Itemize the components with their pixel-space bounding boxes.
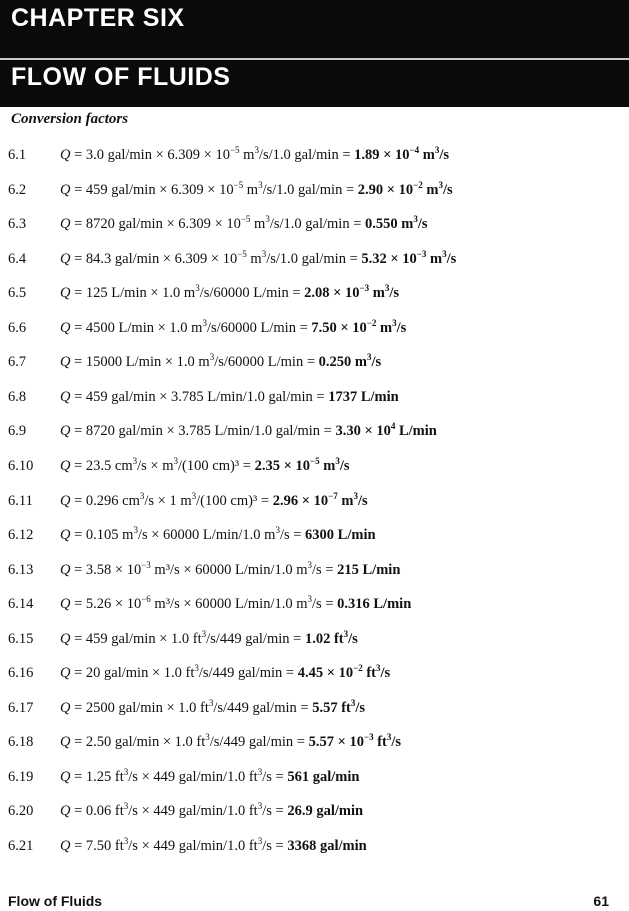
exponent: 3 bbox=[307, 559, 313, 570]
exponent: 3 bbox=[335, 456, 340, 467]
exponent: −5 bbox=[237, 248, 247, 259]
variable-q: Q bbox=[60, 561, 71, 578]
result-value: 1.89 × 10 bbox=[354, 147, 410, 163]
exponent: 3 bbox=[123, 767, 129, 778]
result-unit: ft bbox=[373, 734, 387, 751]
exponent: 3 bbox=[307, 594, 313, 605]
variable-q: Q bbox=[60, 596, 71, 613]
problem-row bbox=[0, 147, 629, 169]
problem-row bbox=[0, 389, 629, 411]
equation-text: = 3.0 gal/min × 6.309 × 10 bbox=[74, 147, 230, 163]
result bbox=[311, 317, 407, 336]
result bbox=[319, 354, 382, 370]
equation-text: /s/1.0 gal/min = bbox=[262, 181, 358, 198]
equation-text: /s × 449 gal/min/1.0 ft bbox=[128, 768, 258, 785]
equation bbox=[60, 389, 399, 406]
result bbox=[337, 562, 400, 578]
variable-q: Q bbox=[60, 665, 71, 682]
equation-text: m³/s × 60000 L/min/1.0 m bbox=[150, 596, 308, 613]
equation bbox=[60, 458, 350, 475]
variable-q: Q bbox=[60, 838, 71, 854]
result-unit: /s bbox=[439, 147, 450, 163]
exponent: 3 bbox=[442, 248, 447, 259]
exponent: −6 bbox=[141, 594, 151, 605]
problem-row bbox=[0, 596, 629, 618]
equation-text: /s = bbox=[312, 596, 338, 613]
exponent: −2 bbox=[353, 663, 363, 674]
result bbox=[365, 216, 428, 232]
result-unit: m bbox=[426, 250, 443, 267]
result-value: 2.90 × 10 bbox=[357, 181, 414, 198]
variable-q: Q bbox=[60, 492, 71, 509]
result-unit: /s bbox=[357, 492, 368, 509]
exponent: 3 bbox=[195, 283, 200, 294]
result-unit: m bbox=[369, 285, 385, 302]
result-unit: /s bbox=[396, 319, 407, 336]
exponent: 3 bbox=[208, 697, 214, 708]
equation-text: /s × m bbox=[137, 457, 174, 474]
problem-number: 6.14 bbox=[8, 596, 34, 613]
equation-text: /s = bbox=[279, 527, 306, 544]
exponent: −5 bbox=[233, 179, 244, 190]
equation-text: /s/449 gal/min = bbox=[206, 630, 305, 647]
equation bbox=[60, 285, 399, 302]
result-value: 2.96 × 10 bbox=[272, 492, 329, 509]
problem-number: 6.4 bbox=[8, 250, 27, 267]
exponent: −5 bbox=[309, 456, 320, 467]
exponent: 3 bbox=[261, 248, 267, 259]
exponent: 3 bbox=[133, 525, 138, 536]
equation-text: /s/449 gal/min = bbox=[209, 734, 309, 751]
result-value: 2.08 × 10 bbox=[304, 285, 360, 302]
problem-row bbox=[0, 490, 629, 515]
problem-row bbox=[0, 734, 629, 756]
equation-text: = 0.105 m bbox=[74, 527, 134, 544]
equation-text: = 1.25 ft bbox=[74, 768, 124, 785]
exponent: −2 bbox=[413, 179, 423, 190]
problem-row bbox=[0, 803, 629, 825]
variable-q: Q bbox=[60, 388, 71, 405]
problem-row bbox=[0, 216, 629, 238]
result-value: 7.50 × 10 bbox=[311, 319, 367, 336]
exponent: 3 bbox=[209, 352, 215, 363]
result bbox=[337, 596, 411, 612]
equation bbox=[60, 697, 366, 717]
equation bbox=[60, 838, 367, 855]
exponent: 3 bbox=[258, 179, 263, 190]
exponent: 3 bbox=[343, 628, 349, 639]
result bbox=[287, 803, 363, 819]
exponent: −3 bbox=[416, 248, 427, 259]
problem-row bbox=[0, 838, 629, 860]
chapter-label: CHAPTER SIX bbox=[11, 4, 185, 32]
result bbox=[312, 697, 366, 716]
variable-q: Q bbox=[60, 147, 71, 163]
exponent: −5 bbox=[240, 214, 251, 225]
variable-q: Q bbox=[60, 319, 71, 336]
problem-row bbox=[0, 628, 629, 653]
problem-row bbox=[0, 423, 629, 445]
result bbox=[305, 527, 376, 543]
result-unit: /s bbox=[391, 734, 402, 751]
problem-number: 6.19 bbox=[8, 768, 34, 785]
result-value: 3.30 × 10 bbox=[335, 423, 391, 440]
equation bbox=[60, 423, 437, 440]
exponent: 3 bbox=[438, 179, 443, 190]
equation-text: m bbox=[246, 250, 262, 267]
equation-text: = 0.06 ft bbox=[74, 803, 124, 820]
result bbox=[287, 769, 359, 785]
exponent: 3 bbox=[123, 836, 129, 847]
result-unit: /s bbox=[389, 285, 400, 302]
result-unit: /s bbox=[417, 216, 428, 233]
result-value: 26.9 gal/min bbox=[287, 803, 364, 820]
result bbox=[361, 248, 457, 267]
exponent: 3 bbox=[123, 801, 129, 812]
equation bbox=[60, 147, 449, 164]
equation bbox=[60, 527, 376, 544]
chapter-banner bbox=[0, 0, 629, 107]
equation-text: m³/s × 60000 L/min/1.0 m bbox=[150, 561, 308, 578]
equation bbox=[60, 596, 411, 613]
equation bbox=[60, 628, 358, 648]
variable-q: Q bbox=[60, 423, 71, 440]
exponent: 4 bbox=[390, 421, 396, 432]
equation-text: /s × 60000 L/min/1.0 m bbox=[137, 527, 276, 544]
problem-number: 6.9 bbox=[8, 423, 27, 440]
exponent: 3 bbox=[139, 490, 145, 501]
equation-text: /s/1.0 gal/min = bbox=[266, 250, 362, 267]
equation-text: /s/60000 L/min = bbox=[206, 319, 312, 336]
problem-number: 6.5 bbox=[8, 285, 27, 302]
result-value: 215 L/min bbox=[337, 561, 401, 578]
result-value: 3368 gal/min bbox=[287, 838, 367, 854]
equation-text: /(100 cm)³ = bbox=[196, 492, 273, 509]
problem-number: 6.18 bbox=[8, 734, 34, 751]
result-value: 6300 L/min bbox=[305, 527, 376, 544]
equation bbox=[60, 179, 453, 199]
exponent: 3 bbox=[173, 456, 179, 467]
result bbox=[357, 179, 453, 198]
variable-q: Q bbox=[60, 734, 71, 751]
problem-number: 6.11 bbox=[8, 492, 33, 509]
problem-number: 6.10 bbox=[8, 457, 34, 474]
result bbox=[309, 734, 402, 750]
equation-text: /s/449 gal/min = bbox=[213, 699, 313, 716]
equation-text: /s × 449 gal/min/1.0 ft bbox=[128, 838, 258, 854]
exponent: −5 bbox=[229, 145, 240, 156]
exponent: 3 bbox=[194, 663, 199, 674]
problem-number: 6.21 bbox=[8, 838, 34, 854]
problem-number: 6.1 bbox=[8, 147, 27, 163]
exponent: 3 bbox=[191, 490, 197, 501]
equation bbox=[60, 803, 363, 820]
result-value: 5.32 × 10 bbox=[361, 250, 417, 267]
result-unit: m bbox=[422, 181, 439, 198]
problem-row bbox=[0, 559, 629, 584]
equation-text: = 23.5 cm bbox=[74, 457, 133, 474]
problem-row bbox=[0, 285, 629, 307]
section-heading: Conversion factors bbox=[11, 111, 129, 127]
problem-row bbox=[0, 354, 629, 376]
equation-text: = 2.50 gal/min × 1.0 ft bbox=[74, 734, 206, 751]
result bbox=[354, 147, 449, 163]
equation-text: /s × 1 m bbox=[144, 492, 192, 509]
exponent: 3 bbox=[366, 352, 372, 363]
exponent: −3 bbox=[363, 732, 374, 743]
equation-text: /s = bbox=[312, 561, 338, 578]
equation-text: /s × 449 gal/min/1.0 ft bbox=[128, 803, 258, 820]
variable-q: Q bbox=[60, 354, 71, 371]
result-unit: /s bbox=[348, 630, 358, 647]
exponent: 3 bbox=[386, 732, 392, 743]
equation-text: = 8720 gal/min × 6.309 × 10 bbox=[74, 216, 241, 233]
result-unit: m bbox=[376, 319, 393, 336]
problem-number: 6.8 bbox=[8, 388, 27, 405]
result-value: 2.35 × 10 bbox=[254, 457, 310, 474]
exponent: −2 bbox=[366, 317, 377, 328]
problem-number: 6.13 bbox=[8, 561, 34, 578]
result bbox=[298, 665, 391, 681]
result bbox=[255, 458, 350, 474]
equation-text: /s/1.0 gal/min = bbox=[269, 216, 365, 233]
result-value: 0.316 L/min bbox=[337, 596, 412, 613]
exponent: 3 bbox=[132, 456, 138, 467]
equation bbox=[60, 734, 401, 751]
problem-number: 6.3 bbox=[8, 216, 27, 233]
variable-q: Q bbox=[60, 181, 71, 198]
result-unit: m bbox=[337, 492, 354, 509]
footer-title: Flow of Fluids bbox=[8, 893, 103, 909]
equation-text: = 15000 L/min × 1.0 m bbox=[74, 354, 210, 371]
result-value: 4.45 × 10 bbox=[297, 665, 354, 682]
equation-text: /s/60000 L/min = bbox=[214, 354, 319, 371]
result-value: 5.57 × 10 bbox=[308, 734, 364, 751]
result bbox=[335, 423, 436, 439]
exponent: −3 bbox=[141, 559, 151, 570]
problem-number: 6.7 bbox=[8, 354, 27, 371]
exponent: 3 bbox=[201, 628, 207, 639]
variable-q: Q bbox=[60, 630, 71, 647]
chapter-title: FLOW OF FLUIDS bbox=[11, 63, 231, 91]
result-unit: /s bbox=[446, 250, 457, 267]
exponent: 3 bbox=[353, 490, 358, 501]
exponent: 3 bbox=[202, 317, 207, 328]
result bbox=[304, 628, 358, 647]
result-value: 5.57 ft bbox=[312, 699, 351, 716]
problem-number: 6.16 bbox=[8, 665, 34, 682]
variable-q: Q bbox=[60, 768, 71, 785]
problem-row bbox=[0, 769, 629, 791]
result bbox=[272, 490, 368, 509]
equation-text: = 5.26 × 10 bbox=[74, 596, 142, 613]
problem-row bbox=[0, 527, 629, 549]
exponent: 3 bbox=[257, 836, 263, 847]
exponent: −3 bbox=[359, 283, 370, 294]
problem-row bbox=[0, 248, 629, 273]
result-unit: m bbox=[319, 457, 336, 474]
result-value: 1.02 ft bbox=[304, 630, 344, 647]
exponent: 3 bbox=[350, 697, 356, 708]
problem-row bbox=[0, 179, 629, 204]
exponent: 3 bbox=[434, 145, 440, 156]
equation-text: /s/449 gal/min = bbox=[198, 665, 298, 682]
equation-text: = 125 L/min × 1.0 m bbox=[74, 285, 196, 302]
page-number: 61 bbox=[593, 893, 609, 909]
exponent: 3 bbox=[265, 214, 270, 225]
variable-q: Q bbox=[60, 285, 71, 302]
equation bbox=[60, 665, 390, 682]
exponent: −7 bbox=[328, 490, 338, 501]
equation bbox=[60, 559, 401, 579]
result-unit: /s bbox=[371, 354, 382, 371]
equation-text: = 4500 L/min × 1.0 m bbox=[74, 319, 203, 336]
result bbox=[287, 838, 366, 854]
equation-text: = 0.296 cm bbox=[74, 492, 140, 509]
result-value: 0.250 m bbox=[318, 354, 367, 371]
equation-text: /s/1.0 gal/min = bbox=[258, 147, 355, 163]
equation-text: = 459 gal/min × 1.0 ft bbox=[74, 630, 202, 647]
problem-number: 6.12 bbox=[8, 527, 34, 544]
equation-text: m bbox=[243, 181, 259, 198]
variable-q: Q bbox=[60, 803, 71, 820]
exponent: 3 bbox=[376, 663, 381, 674]
result-unit: m bbox=[419, 147, 435, 163]
equation-text: m bbox=[239, 147, 255, 163]
variable-q: Q bbox=[60, 527, 71, 544]
result-value: 1737 L/min bbox=[328, 388, 399, 405]
exponent: −4 bbox=[409, 145, 420, 156]
equation-text: = 459 gal/min × 6.309 × 10 bbox=[74, 181, 234, 198]
result-unit: /s bbox=[355, 699, 366, 716]
equation-text: m bbox=[250, 216, 266, 233]
equation-text: = 3.58 × 10 bbox=[74, 561, 142, 578]
problem-row bbox=[0, 317, 629, 342]
result bbox=[304, 285, 399, 301]
equation-text: /(100 cm)³ = bbox=[178, 457, 255, 474]
equation bbox=[60, 490, 368, 510]
exponent: 3 bbox=[205, 732, 210, 743]
equation-text: = 459 gal/min × 3.785 L/min/1.0 gal/min = bbox=[74, 388, 329, 405]
problem-row bbox=[0, 458, 629, 480]
equation-text: /s = bbox=[262, 803, 288, 820]
problem-row bbox=[0, 697, 629, 722]
equation-text: /s = bbox=[262, 768, 288, 785]
equation bbox=[60, 248, 457, 268]
result-unit: ft bbox=[362, 665, 377, 682]
problem-number: 6.20 bbox=[8, 803, 34, 820]
result-unit: /s bbox=[443, 181, 453, 198]
result-value: 561 gal/min bbox=[287, 768, 360, 785]
result-unit: /s bbox=[339, 457, 350, 474]
problem-row bbox=[0, 665, 629, 687]
equation-text: /s = bbox=[262, 838, 288, 854]
variable-q: Q bbox=[60, 250, 71, 267]
equation-text: = 20 gal/min × 1.0 ft bbox=[74, 665, 195, 682]
exponent: 3 bbox=[257, 767, 263, 778]
problem-number: 6.2 bbox=[8, 181, 27, 198]
equation-text: = 7.50 ft bbox=[74, 838, 124, 854]
exponent: 3 bbox=[275, 525, 280, 536]
exponent: 3 bbox=[384, 283, 390, 294]
result-unit: L/min bbox=[395, 423, 437, 440]
result-unit: /s bbox=[380, 665, 391, 682]
exponent: 3 bbox=[413, 214, 418, 225]
variable-q: Q bbox=[60, 216, 71, 233]
exponent: 3 bbox=[392, 317, 397, 328]
variable-q: Q bbox=[60, 699, 71, 716]
equation bbox=[60, 216, 428, 233]
equation-text: = 84.3 gal/min × 6.309 × 10 bbox=[74, 250, 238, 267]
equation bbox=[60, 317, 407, 337]
variable-q: Q bbox=[60, 457, 71, 474]
result bbox=[328, 389, 399, 405]
result-value: 0.550 m bbox=[365, 216, 414, 233]
exponent: 3 bbox=[257, 801, 263, 812]
problem-number: 6.17 bbox=[8, 699, 34, 716]
equation-text: = 2500 gal/min × 1.0 ft bbox=[74, 699, 209, 716]
exponent: 3 bbox=[254, 145, 259, 156]
problem-number: 6.6 bbox=[8, 319, 27, 336]
equation bbox=[60, 769, 359, 786]
equation bbox=[60, 354, 381, 371]
equation-text: = 8720 gal/min × 3.785 L/min/1.0 gal/min = bbox=[74, 423, 336, 440]
equation-text: /s/60000 L/min = bbox=[199, 285, 305, 302]
banner-divider bbox=[0, 58, 629, 60]
problem-number: 6.15 bbox=[8, 630, 34, 647]
